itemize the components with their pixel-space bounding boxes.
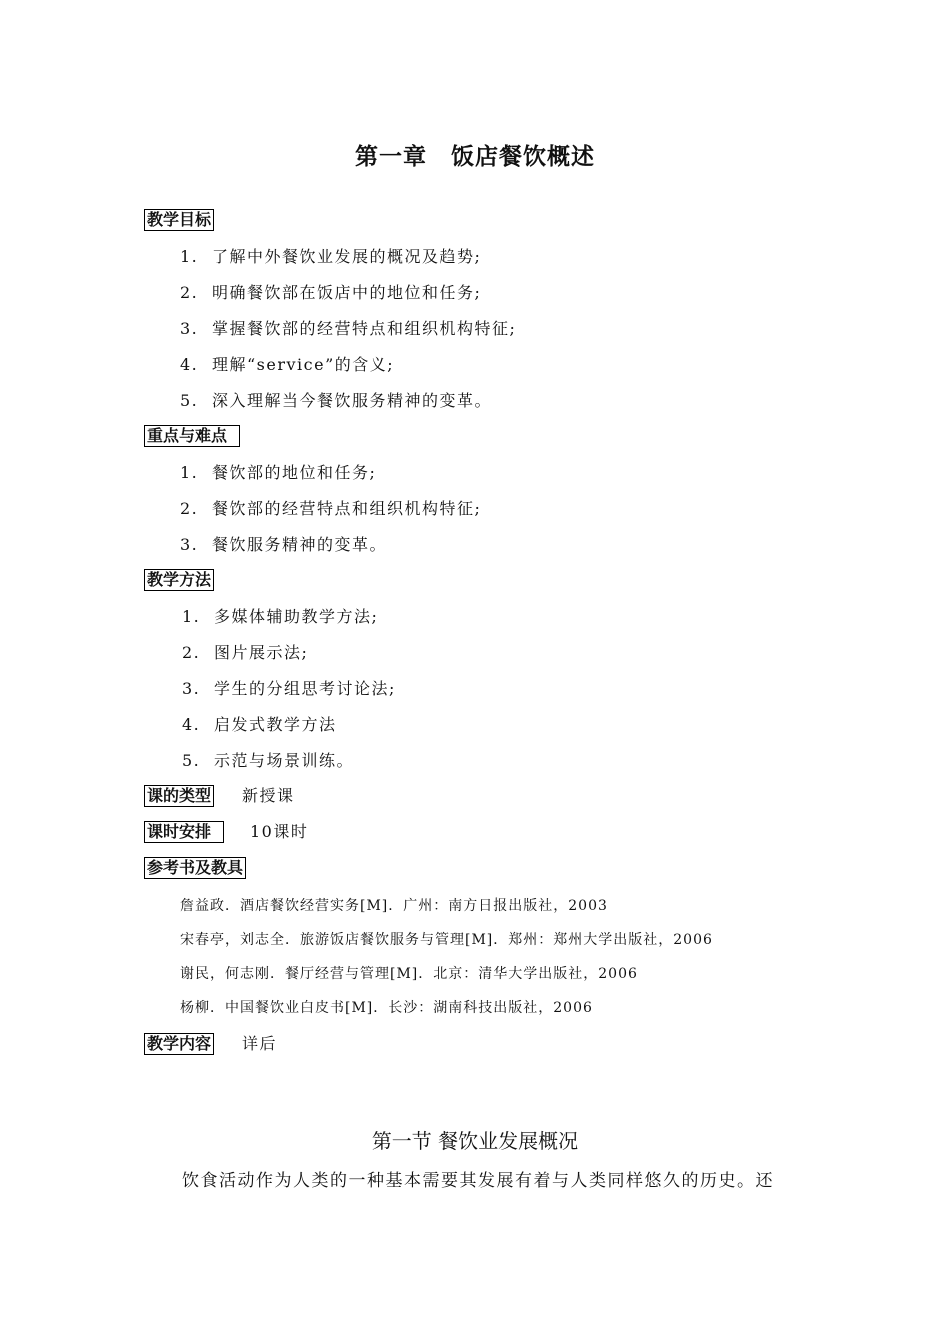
method-item-3: 3. 学生的分组思考讨论法; bbox=[182, 679, 396, 698]
course-type-label: 课的类型 bbox=[144, 785, 214, 807]
references-label: 参考书及教具 bbox=[144, 857, 246, 879]
objective-item-5: 5. 深入理解当今餐饮服务精神的变革。 bbox=[180, 391, 493, 410]
method-item-5: 5. 示范与场景训练。 bbox=[182, 751, 355, 770]
method-item-1: 1. 多媒体辅助教学方法; bbox=[182, 607, 379, 626]
content-value: 详后 bbox=[242, 1034, 278, 1053]
schedule-label: 课时安排 bbox=[144, 821, 224, 843]
reference-item-3: 谢民，何志刚．餐厅经营与管理[M]．北京：清华大学出版社，2006 bbox=[180, 966, 638, 982]
section-title: 第一节 餐饮业发展概况 bbox=[371, 1129, 579, 1153]
schedule-value: 10课时 bbox=[250, 822, 309, 841]
method-item-2: 2. 图片展示法; bbox=[182, 643, 309, 662]
key-point-item-3: 3. 餐饮服务精神的变革。 bbox=[180, 535, 388, 554]
key-points-label: 重点与难点 bbox=[144, 425, 240, 447]
objectives-label: 教学目标 bbox=[144, 209, 214, 231]
objective-item-4: 4. 理解“service”的含义; bbox=[180, 355, 395, 374]
chapter-title: 第一章 饭店餐饮概述 bbox=[355, 144, 595, 170]
reference-item-4: 杨柳．中国餐饮业白皮书[M]．长沙：湖南科技出版社，2006 bbox=[180, 1000, 593, 1016]
content-label: 教学内容 bbox=[144, 1033, 214, 1055]
course-type-value: 新授课 bbox=[242, 786, 295, 805]
methods-label: 教学方法 bbox=[144, 569, 214, 591]
key-point-item-1: 1. 餐饮部的地位和任务; bbox=[180, 463, 377, 482]
reference-item-2: 宋春亭，刘志全．旅游饭店餐饮服务与管理[M]．郑州：郑州大学出版社，2006 bbox=[180, 932, 713, 948]
key-point-item-2: 2. 餐饮部的经营特点和组织机构特征; bbox=[180, 499, 482, 518]
objective-item-2: 2. 明确餐饮部在饭店中的地位和任务; bbox=[180, 283, 482, 302]
objective-item-1: 1. 了解中外餐饮业发展的概况及趋势; bbox=[180, 247, 482, 266]
section-paragraph: 饮食活动作为人类的一种基本需要其发展有着与人类同样悠久的历史。还 bbox=[182, 1171, 774, 1191]
reference-item-1: 詹益政．酒店餐饮经营实务[M]．广州：南方日报出版社，2003 bbox=[180, 898, 608, 914]
method-item-4: 4. 启发式教学方法 bbox=[182, 715, 337, 734]
objective-item-3: 3. 掌握餐饮部的经营特点和组织机构特征; bbox=[180, 319, 517, 338]
